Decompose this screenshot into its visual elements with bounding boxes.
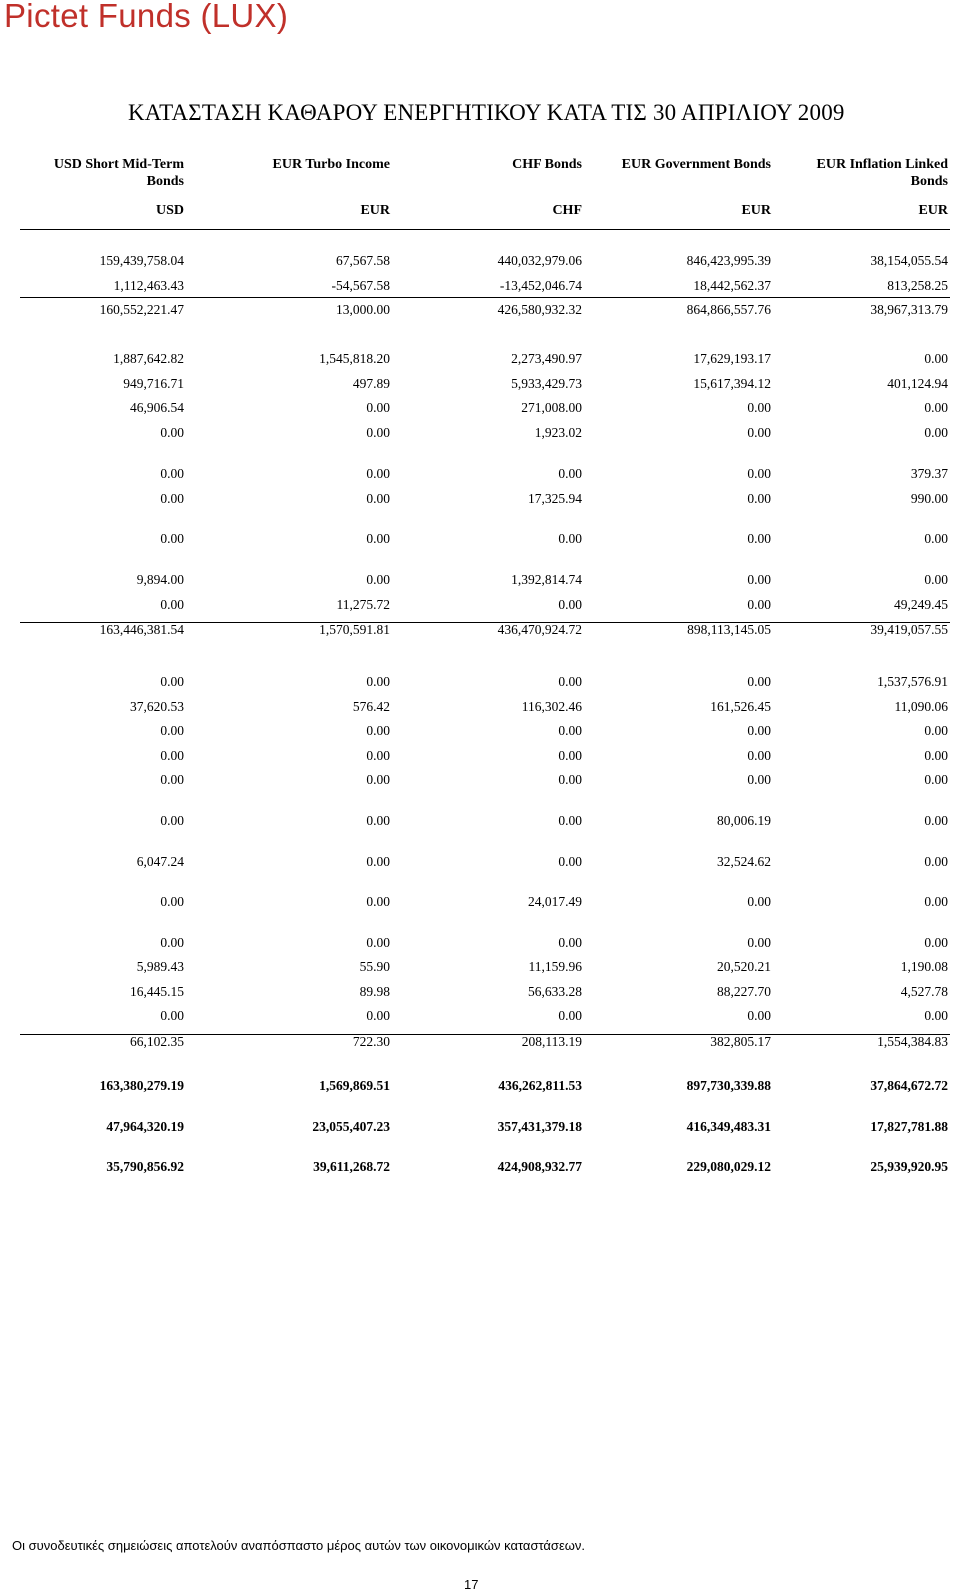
column-header-line1: EUR Government Bonds	[621, 157, 771, 172]
table-cell: 20,520.21	[717, 959, 771, 974]
table-row	[0, 400, 960, 420]
table-cell: 813,258.25	[887, 278, 948, 293]
table-cell: 0.00	[747, 723, 771, 738]
table-cell: 17,629,193.17	[693, 351, 771, 366]
table-row	[0, 531, 960, 551]
table-cell: 5,933,429.73	[511, 376, 582, 391]
table-cell: 0.00	[747, 531, 771, 546]
table-cell: 6,047.24	[136, 854, 184, 869]
table-cell: 116,302.46	[521, 699, 582, 714]
table-row	[0, 699, 960, 719]
table-cell: 5,989.43	[136, 959, 184, 974]
table-cell: 0.00	[558, 597, 582, 612]
table-cell: 161,526.45	[710, 699, 771, 714]
table-cell: 39,611,268.72	[313, 1159, 390, 1174]
table-cell: 0.00	[558, 674, 582, 689]
table-cell: 0.00	[924, 723, 948, 738]
table-cell: 0.00	[160, 491, 184, 506]
table-cell: 0.00	[924, 572, 948, 587]
page-title: ΚΑΤΑΣΤΑΣΗ ΚΑΘΑΡΟΥ ΕΝΕΡΓΗΤΙΚΟΥ ΚΑΤΑ ΤΙΣ 30 ΑΠΡΙΛΙΟΥ 2009	[128, 100, 845, 125]
table-cell: 864,866,557.76	[686, 302, 771, 317]
footnote: Οι συνοδευτικές σημειώσεις αποτελούν αναπόσπαστο μέρος αυτών των οικονομικών καταστάσεων.	[12, 1538, 586, 1553]
table-cell: 0.00	[160, 723, 184, 738]
table-cell: 416,349,483.31	[686, 1119, 771, 1134]
table-cell: 0.00	[747, 1008, 771, 1023]
table-cell: 0.00	[160, 597, 184, 612]
table-cell: 1,537,576.91	[877, 674, 948, 689]
column-header-line2: Bonds	[146, 174, 184, 189]
table-cell: 0.00	[924, 1008, 948, 1023]
table-cell: 0.00	[747, 894, 771, 909]
table-cell: 722.30	[352, 1034, 390, 1049]
currency-label-1: EUR	[360, 203, 390, 218]
table-cell: 11,090.06	[894, 699, 948, 714]
table-cell: 897,730,339.88	[686, 1078, 771, 1093]
table-row	[0, 425, 960, 445]
table-row	[0, 572, 960, 592]
table-cell: 0.00	[558, 466, 582, 481]
table-cell: 990.00	[910, 491, 948, 506]
table-cell: 440,032,979.06	[497, 253, 582, 268]
table-row	[0, 935, 960, 955]
currency-label-0: USD	[155, 203, 184, 218]
table-cell: 2,273,490.97	[511, 351, 582, 366]
table-cell: 1,570,591.81	[319, 622, 390, 637]
table-row	[0, 253, 960, 273]
table-row	[0, 1034, 960, 1054]
table-cell: 11,275.72	[336, 597, 390, 612]
table-cell: 38,154,055.54	[870, 253, 948, 268]
table-cell: 4,527.78	[900, 984, 948, 999]
table-cell: 0.00	[924, 772, 948, 787]
table-cell: 0.00	[558, 1008, 582, 1023]
table-row	[0, 1078, 960, 1098]
table-cell: 0.00	[747, 597, 771, 612]
table-cell: 0.00	[924, 894, 948, 909]
table-row	[0, 1008, 960, 1028]
table-cell: 159,439,758.04	[99, 253, 184, 268]
table-cell: 1,554,384.83	[877, 1034, 948, 1049]
table-cell: 88,227.70	[717, 984, 771, 999]
column-header-line1: USD Short Mid-Term	[53, 157, 184, 172]
table-cell: 47,964,320.19	[106, 1119, 184, 1134]
table-cell: 13,000.00	[336, 302, 390, 317]
table-row	[0, 748, 960, 768]
table-cell: 426,580,932.32	[497, 302, 582, 317]
table-cell: 0.00	[747, 772, 771, 787]
table-cell: 0.00	[747, 572, 771, 587]
table-cell: 37,864,672.72	[870, 1078, 948, 1093]
table-cell: 0.00	[747, 400, 771, 415]
table-cell: 15,617,394.12	[693, 376, 771, 391]
column-header-line1: EUR Inflation Linked	[816, 157, 948, 172]
table-row	[0, 491, 960, 511]
table-cell: 1,190.08	[900, 959, 948, 974]
column-header-0	[54, 156, 184, 190]
table-cell: 0.00	[160, 935, 184, 950]
table-cell: 0.00	[366, 813, 390, 828]
table-cell: 1,112,463.43	[113, 278, 184, 293]
table-cell: 1,392,814.74	[511, 572, 582, 587]
column-header-3	[622, 156, 771, 173]
table-cell: 0.00	[924, 400, 948, 415]
currency-label-4: EUR	[918, 203, 948, 218]
table-cell: 0.00	[924, 813, 948, 828]
table-cell: 0.00	[366, 674, 390, 689]
table-cell: 0.00	[366, 531, 390, 546]
table-cell: 0.00	[366, 425, 390, 440]
table-cell: 16,445.15	[130, 984, 184, 999]
table-cell: 576.42	[352, 699, 390, 714]
table-cell: 163,446,381.54	[99, 622, 184, 637]
table-cell: 0.00	[160, 674, 184, 689]
table-row	[0, 351, 960, 371]
table-cell: 379.37	[910, 466, 948, 481]
table-cell: 0.00	[366, 935, 390, 950]
table-cell: 0.00	[366, 400, 390, 415]
table-cell: -54,567.58	[331, 278, 390, 293]
table-cell: 37,620.53	[130, 699, 184, 714]
table-row	[0, 302, 960, 322]
table-cell: 0.00	[558, 935, 582, 950]
table-cell: 0.00	[160, 1008, 184, 1023]
table-cell: 0.00	[924, 935, 948, 950]
table-cell: 846,423,995.39	[686, 253, 771, 268]
column-header-2	[512, 156, 582, 173]
table-cell: 0.00	[366, 572, 390, 587]
column-header-line2: Bonds	[910, 174, 948, 189]
table-cell: 0.00	[558, 748, 582, 763]
table-row	[0, 984, 960, 1004]
table-row	[0, 1159, 960, 1179]
table-cell: 0.00	[924, 351, 948, 366]
table-cell: 497.89	[352, 376, 390, 391]
table-cell: 0.00	[558, 531, 582, 546]
table-row	[0, 597, 960, 617]
table-row	[0, 959, 960, 979]
table-cell: 0.00	[924, 748, 948, 763]
table-cell: 0.00	[366, 772, 390, 787]
table-cell: 1,887,642.82	[113, 351, 184, 366]
table-cell: 1,569,869.51	[319, 1078, 390, 1093]
table-cell: 55.90	[359, 959, 390, 974]
table-cell: 160,552,221.47	[99, 302, 184, 317]
column-header-1	[273, 156, 390, 173]
table-cell: 0.00	[747, 466, 771, 481]
table-cell: 0.00	[924, 531, 948, 546]
table-cell: 89.98	[359, 984, 390, 999]
table-cell: 17,325.94	[528, 491, 582, 506]
table-cell: 0.00	[558, 723, 582, 738]
table-cell: 46,906.54	[130, 400, 184, 415]
table-cell: 0.00	[747, 748, 771, 763]
table-cell: 0.00	[558, 854, 582, 869]
table-row	[0, 723, 960, 743]
table-cell: -13,452,046.74	[499, 278, 582, 293]
table-row	[0, 894, 960, 914]
table-cell: 0.00	[160, 466, 184, 481]
currency-label-2: CHF	[552, 203, 582, 218]
table-cell: 357,431,379.18	[497, 1119, 582, 1134]
table-row	[0, 674, 960, 694]
table-cell: 38,967,313.79	[870, 302, 948, 317]
table-cell: 0.00	[160, 748, 184, 763]
table-cell: 11,159.96	[528, 959, 582, 974]
currency-label-3: EUR	[741, 203, 771, 218]
table-cell: 436,262,811.53	[498, 1078, 582, 1093]
table-cell: 32,524.62	[717, 854, 771, 869]
table-cell: 66,102.35	[130, 1034, 184, 1049]
page-number: 17	[464, 1577, 479, 1592]
table-row	[0, 622, 960, 642]
table-cell: 18,442,562.37	[693, 278, 771, 293]
table-cell: 0.00	[160, 772, 184, 787]
table-cell: 56,633.28	[528, 984, 582, 999]
header-divider	[20, 229, 950, 230]
table-cell: 0.00	[160, 531, 184, 546]
table-row	[0, 376, 960, 396]
table-row	[0, 278, 960, 298]
table-cell: 0.00	[366, 1008, 390, 1023]
column-header-4	[817, 156, 948, 190]
table-cell: 271,008.00	[521, 400, 582, 415]
table-cell: 17,827,781.88	[870, 1119, 948, 1134]
table-cell: 208,113.19	[521, 1034, 582, 1049]
table-cell: 80,006.19	[717, 813, 771, 828]
table-cell: 23,055,407.23	[312, 1119, 390, 1134]
table-cell: 35,790,856.92	[106, 1159, 184, 1174]
table-cell: 39,419,057.55	[870, 622, 948, 637]
column-header-line1: CHF Bonds	[512, 157, 582, 172]
table-cell: 0.00	[366, 894, 390, 909]
table-cell: 0.00	[366, 491, 390, 506]
table-cell: 0.00	[366, 466, 390, 481]
table-cell: 67,567.58	[336, 253, 390, 268]
table-cell: 949,716.71	[123, 376, 184, 391]
brand-title: Pictet Funds (LUX)	[4, 0, 289, 34]
table-cell: 24,017.49	[528, 894, 582, 909]
table-cell: 0.00	[160, 894, 184, 909]
table-cell: 436,470,924.72	[497, 622, 582, 637]
column-header-line1: EUR Turbo Income	[272, 157, 390, 172]
table-cell: 49,249.45	[894, 597, 948, 612]
table-cell: 0.00	[924, 425, 948, 440]
table-cell: 0.00	[160, 813, 184, 828]
table-cell: 0.00	[366, 748, 390, 763]
table-cell: 0.00	[747, 935, 771, 950]
table-cell: 0.00	[924, 854, 948, 869]
table-cell: 0.00	[747, 425, 771, 440]
table-cell: 0.00	[747, 674, 771, 689]
table-cell: 382,805.17	[710, 1034, 771, 1049]
table-cell: 0.00	[747, 491, 771, 506]
table-cell: 0.00	[558, 772, 582, 787]
table-cell: 401,124.94	[887, 376, 948, 391]
table-cell: 9,894.00	[136, 572, 184, 587]
table-cell: 424,908,932.77	[497, 1159, 582, 1174]
table-cell: 898,113,145.05	[687, 622, 771, 637]
table-row	[0, 813, 960, 833]
table-cell: 0.00	[160, 425, 184, 440]
table-cell: 25,939,920.95	[870, 1159, 948, 1174]
table-row	[0, 854, 960, 874]
table-cell: 0.00	[366, 854, 390, 869]
table-cell: 0.00	[558, 813, 582, 828]
table-cell: 163,380,279.19	[99, 1078, 184, 1093]
table-row	[0, 1119, 960, 1139]
table-cell: 229,080,029.12	[686, 1159, 771, 1174]
table-cell: 1,545,818.20	[319, 351, 390, 366]
table-cell: 1,923.02	[534, 425, 582, 440]
table-cell: 0.00	[366, 723, 390, 738]
table-row	[0, 466, 960, 486]
table-row	[0, 772, 960, 792]
